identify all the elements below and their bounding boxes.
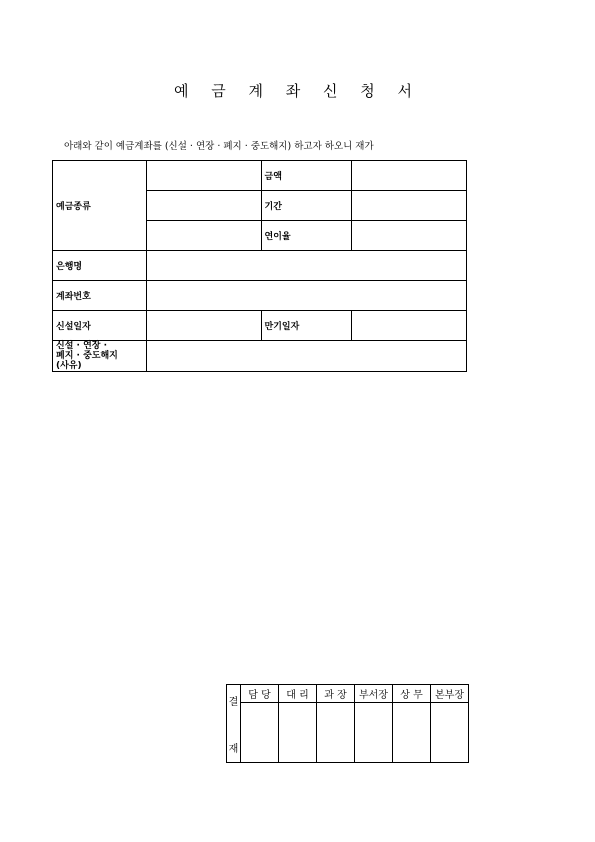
deposit-type-field-3[interactable] [146, 221, 261, 251]
label-reason [53, 341, 147, 372]
maturity-date-field[interactable] [352, 311, 467, 341]
intro-text: 아래와 같이 예금계좌를 (신설 · 연장 · 폐지 · 중도해지) 하고자 하오니 재가 [64, 141, 374, 152]
label-annual-rate: 연이율 [261, 221, 352, 251]
annual-rate-field[interactable] [352, 221, 467, 251]
approval-box [226, 684, 469, 763]
account-number-field[interactable] [146, 281, 466, 311]
label-deposit-type: 예금종류 [53, 161, 147, 251]
approval-side-label [227, 685, 241, 763]
approval-sign-section-chief[interactable] [317, 703, 355, 763]
approval-role-department-head: 부서장 [355, 685, 393, 703]
reason-line-3: (사유) [56, 361, 82, 371]
approval-side-top: 결 [228, 697, 239, 708]
reason-line-1: 신설 · 연장 · [56, 341, 108, 351]
label-period: 기간 [261, 191, 352, 221]
application-form [52, 160, 467, 372]
approval-role-assistant-manager: 대 리 [279, 685, 317, 703]
approval-role-section-chief: 과 장 [317, 685, 355, 703]
amount-field[interactable] [352, 161, 467, 191]
approval-role-staff: 담 당 [241, 685, 279, 703]
open-date-field[interactable] [146, 311, 261, 341]
deposit-type-field-2[interactable] [146, 191, 261, 221]
period-field[interactable] [352, 191, 467, 221]
approval-role-division-head: 본부장 [431, 685, 469, 703]
reason-line-2: 폐지 · 중도해지 [56, 351, 118, 361]
approval-side-bottom: 재 [228, 744, 239, 755]
approval-sign-assistant-manager[interactable] [279, 703, 317, 763]
approval-sign-department-head[interactable] [355, 703, 393, 763]
reason-field[interactable] [146, 341, 466, 372]
approval-sign-managing-director[interactable] [393, 703, 431, 763]
approval-role-managing-director: 상 무 [393, 685, 431, 703]
approval-sign-staff[interactable] [241, 703, 279, 763]
label-bank-name: 은행명 [53, 251, 147, 281]
approval-sign-division-head[interactable] [431, 703, 469, 763]
document-title: 예 금 계 좌 신 청 서 [173, 82, 422, 100]
label-amount: 금액 [261, 161, 352, 191]
label-open-date: 신설일자 [53, 311, 147, 341]
label-maturity-date: 만기일자 [261, 311, 352, 341]
bank-name-field[interactable] [146, 251, 466, 281]
label-account-number: 계좌번호 [53, 281, 147, 311]
deposit-type-field-1[interactable] [146, 161, 261, 191]
